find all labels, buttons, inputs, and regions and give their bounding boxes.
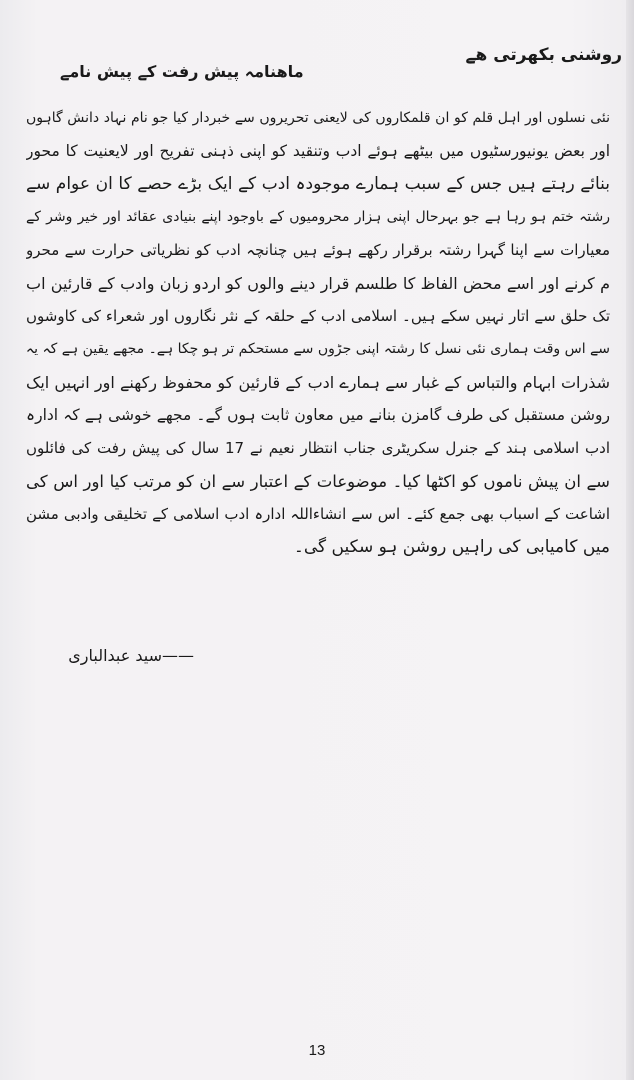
text-line: اشاعت کے اسباب بھی جمع کئے۔ اس سے انشاءاللہ ادارہ ادب اسلامی کے تخلیقی وادبی مشن [26,505,610,523]
text-line: سے اس وقت ہماری نئی نسل کا رشتہ اپنی جڑوں سے مستحکم تر ہو چکا ہے۔ مجھے یقین ہے کہ یہ [26,341,610,357]
running-subtitle: ماھنامہ پیش رفت کے پیش نامے [60,62,304,81]
text-line: بنائے رہتے ہیں جس کے سبب ہمارے موجودہ ادب کے ایک بڑے حصے کا ان عوام سے [26,174,610,194]
text-line: روشن مستقبل کی طرف گامزن بنانے میں معاون ثابت ہوں گے۔ مجھے خوشی ہے کہ ادارہ [26,406,610,424]
text-line: سے ان پیش ناموں کو اکٹھا کیا۔ موضوعات کے اعتبار سے ان کو مرتب کیا اور اس کی [26,472,610,491]
text-line: اور بعض یونیورسٹیوں میں بیٹھے ہوئے ادب وتنقید کو اپنی ذہنی تفریح اور لایعنیت کا محور [26,142,610,160]
page-edge [626,0,634,1080]
text-line: رشتہ ختم ہو رہا ہے جو بہرحال اپنی ہزار محرومیوں کے باوجود اپنے بنیادی عقائد اور خیر وشر کے [26,209,610,225]
text-line: تک حلق سے اتار نہیں سکے ہیں۔ اسلامی ادب کے حلقہ کے نثر نگاروں اور شعراء کی کاوشوں [26,307,610,325]
text-line: نئی نسلوں اور اہل قلم کو ان قلمکاروں کی لایعنی تحریروں سے خبردار کیا جو نام نہاد دانش گاہوں [26,110,610,126]
running-title: روشنی بکھرتی ھے [465,45,622,65]
author-signature: ——سید عبدالباری [68,646,194,665]
page-number: 13 [308,1042,326,1059]
text-line: معیارات سے اپنا گہرا رشتہ برقرار رکھے ہوئے ہیں چنانچہ ادب کو نظریاتی حرارت سے محرو [26,241,610,259]
text-line: م کرنے اور اسے محض الفاظ کا طلسم قرار دینے والوں کو اردو زبان وادب کے قارئین اب [26,274,610,293]
text-line: میں کامیابی کی راہیں روشن ہو سکیں گی۔ [293,537,610,557]
text-line: شذرات ابہام والتباس کے غبار سے ہمارے ادب کے قارئین کو محفوظ رکھنے اور انہیں ایک [26,373,610,392]
page-header [60,44,622,92]
text-line: ادب اسلامی ہند کے جنرل سکریٹری جناب انتظار نعیم نے 17 سال کی پیش رفت کی فائلوں [26,439,610,457]
body-paragraph [26,102,610,564]
